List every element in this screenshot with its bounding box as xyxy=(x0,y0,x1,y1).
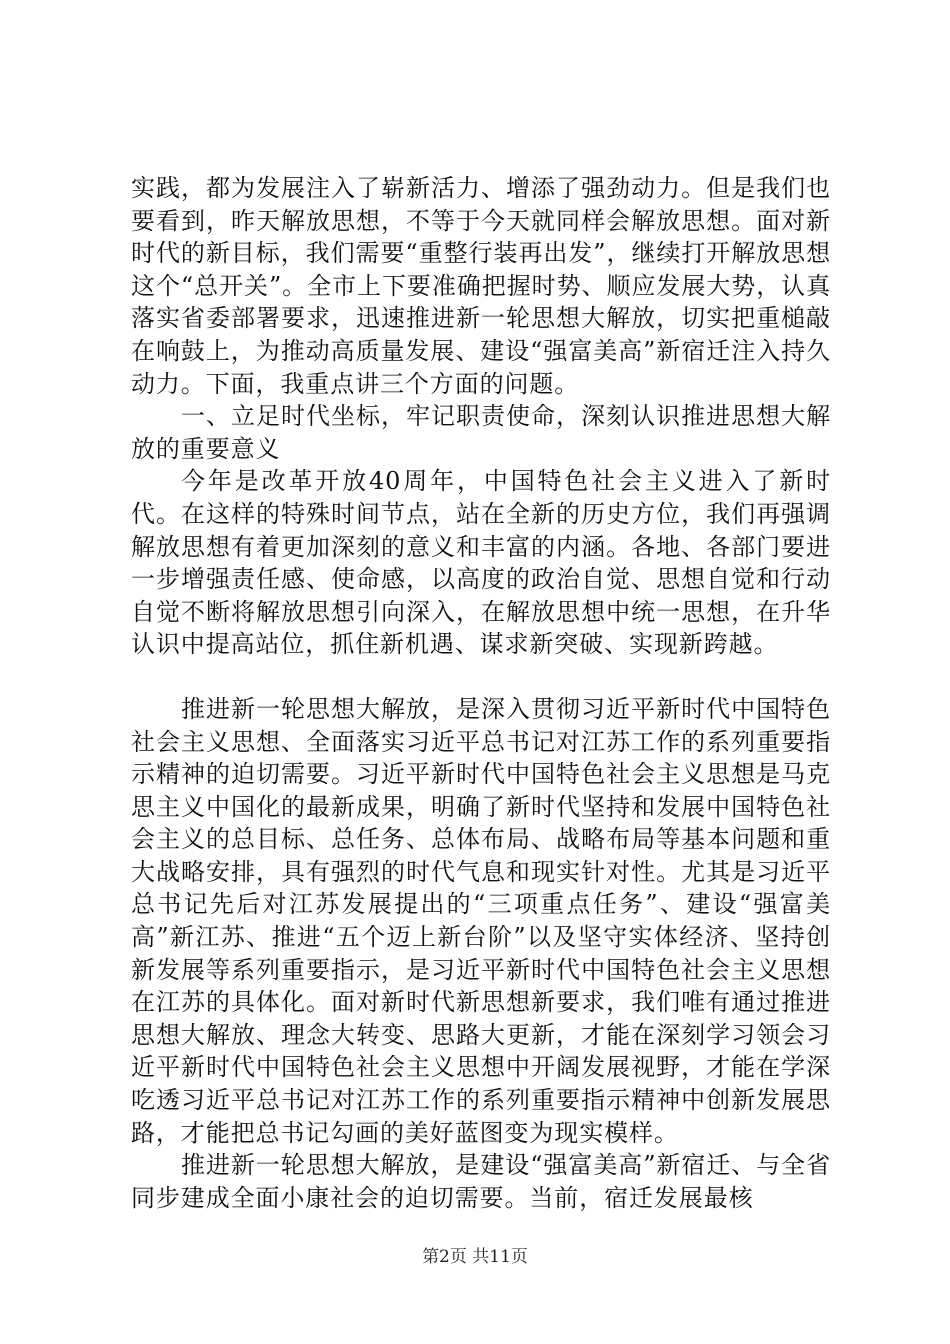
body-text xyxy=(131,172,831,1214)
paragraph: 今年是改革开放40周年，中国特色社会主义进入了新时代。在这样的特殊时间节点，站在全新的历史方位，我们再强调解放思想有着更加深刻的意义和丰富的内涵。各地、各部门要进一步增强责任感、使命感，以高度的政治自觉、思想自觉和行动自觉不断将解放思想引向深入，在解放思想中统一思想，在升华认识中提高站位，抓住新机遇、谋求新突破、实现新跨越。 xyxy=(131,467,831,659)
paragraph-continued: 实践，都为发展注入了崭新活力、增添了强劲动力。但是我们也要看到，昨天解放思想，不等于今天就同样会解放思想。面对新时代的新目标，我们需要“重整行装再出发”，继续打开解放思想这个“总开关”。全市上下要准确把握时势、顺应发展大势，认真落实省委部署要求，迅速推进新一轮思想大解放，切实把重槌敲在响鼓上，为推动高质量发展、建设“强富美高”新宿迁注入持久动力。下面，我重点讲三个方面的问题。 xyxy=(131,174,831,398)
paragraph: 推进新一轮思想大解放，是建设“强富美高”新宿迁、与全省同步建成全面小康社会的迫切需要。当前，宿迁发展最核 xyxy=(131,1151,831,1212)
page-number-footer: 第2页 共11页 xyxy=(422,1247,528,1267)
section-heading: 一、立足时代坐标，牢记职责使命，深刻认识推进思想大解放的重要意义 xyxy=(131,402,831,463)
paragraph: 推进新一轮思想大解放，是深入贯彻习近平新时代中国特色社会主义思想、全面落实习近平总书记对江苏工作的系列重要指示精神的迫切需要。习近平新时代中国特色社会主义思想是马克思主义中国化的最新成果，明确了新时代坚持和发展中国特色社会主义的总目标、总任务、总体布局、战略布局等基本问题和重大战略安排，具有强烈的时代气息和现实针对性。尤其是习近平总书记先后对江苏发展提出的“三项重点任务”、建设“强富美高”新江苏、推进“五个迈上新台阶”以及坚守实体经济、坚持创新发展等系列重要指示，是习近平新时代中国特色社会主义思想在江苏的具体化。面对新时代新思想新要求，我们唯有通过推进思想大解放、理念大转变、思路大更新，才能在深刻学习领会习近平新时代中国特色社会主义思想中开阔发展视野，才能在学深吃透习近平总书记对江苏工作的系列重要指示精神中创新发展思路，才能把总书记勾画的美好蓝图变为现实模样。 xyxy=(131,694,831,1147)
